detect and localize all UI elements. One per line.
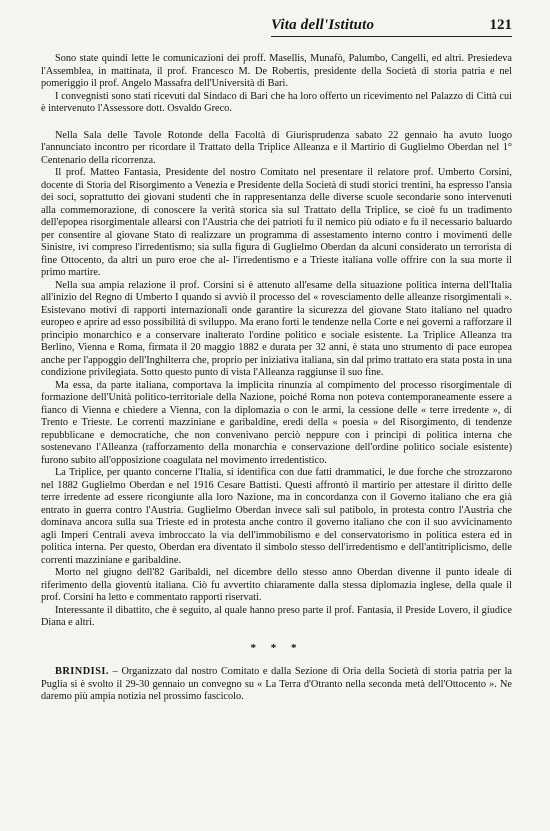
paragraph: Nella sua ampia relazione il prof. Corsini si è attenuto all'esame della situazione politica interna dell'Italia all'inizio del Regno di Umberto I quando si avviò il processo del « rovesciamento delle alleanze risorgimentali ». Esistevano motivi di rapporti internazionali onde garantire la sicurezza del giovane Stato italiano nel quadro europeo e aprire ad esso possibilità di sviluppo. Ma erano forti le tendenze nella Corte e nei governi a rafforzare il principio monarchico e a conservare inalterato l'ordine politico e sociale esistente. La Triplice Alleanza tra Berlino, Vienna e Roma, firmata il 20 maggio 1882 e durata per 32 anni, è stata uno strumento di pace europea anche per l'appoggio dell'Inghilterra che, proprio per iniziativa italiana, sin dal primo trattato era stata posta in una condizione privilegiata. Sotto questo punto di vista l'Alleanza raggiunse il suo fine. [41,279,512,378]
page-number: 121 [489,17,512,33]
article-body [41,53,512,704]
paragraph: Il prof. Matteo Fantasia, Presidente del nostro Comitato nel presentare il relatore prof. Umberto Corsini, docente di Storia del Risorgimento a Venezia e Presidente della Società di studi storici trentini, ha espresso l'ansia dei soci, soprattutto dei giovani studenti che in rappresentanza delle diverse scuole secondarie sono intervenuti alla commemorazione, di conoscere la verità storica sia sul Trattato della Triplice, se cioè fu un tradimento dell'epopea risorgimentale allearsi con l'Austria che dei patrioti fu il nemico più odiato e fu il necessario baluardo per consentire al giovane Stato di realizzare un programma di assestamento interno contro i movimenti delle Sinistre, ivi compreso l'irredentismo; sia sulla figura di Guglielmo Oberdan da alcuni considerato un terrorista di fine Ottocento, da altri un puro eroe che al- l'irredentismo e a Trieste italiana volle offrire con la sua morte il primo martire. [41,167,512,278]
paragraph: Interessante il dibattito, che è seguito, al quale hanno preso parte il prof. Fantasia, il Preside Lovero, il giudice Diana e altri. [41,604,512,628]
section-separator: * * * [250,641,303,654]
paragraph: Sono state quindi lette le comunicazioni dei proff. Masellis, Munafò, Palumbo, Cangelli, ed altri. Presiedeva l'Assemblea, in mattinata, il prof. Francesco M. De Robertis, presidente della Società di storia patria e nel pomeriggio il prof. Angelo Massafra dell'Università di Bari. [41,53,512,89]
running-title: Vita dell'Istituto [271,17,375,33]
place-name: BRINDISI. [55,666,109,677]
running-header [271,0,512,37]
paragraph: Nella Sala delle Tavole Rotonde della Facoltà di Giurisprudenza sabato 22 gennaio ha avuto luogo l'annunciato incontro per ricordare il Trattato della Triplice Alleanza e il Martirio di Guglielmo Oberdan nel 1° Centenario della ricorrenza. [41,129,512,166]
brindisi-paragraph [41,666,512,704]
brindisi-text: – Organizzato dal nostro Comitato e dalla Sezione di Oria della Società di storia patria per la Puglia si è svolto il 29-30 gennaio un convegno su « La Terra d'Otranto nella seconda metà dell'Ottocento ». Ne daremo più ampia notizia nel prossimo fascicolo. [41,666,512,702]
paragraph: Morto nel giugno dell'82 Garibaldi, nel dicembre dello stesso anno Oberdan divenne il punto ideale di riferimento della gioventù italiana. Ciò fu avvertito chiaramente dalla stessa diplomazia inglese, della quale il prof. Corsini ha letto e commentato rapporti riservati. [41,567,512,603]
paragraph: Ma essa, da parte italiana, comportava la implicita rinunzia al compimento del processo risorgimentale di formazione dell'Unità politico-territoriale della Nazione, poiché Roma non poteva contemporaneamente essere a fianco di Vienna e chiedere a Vienna, con la diplomazia o con le armi, la cessione delle « terre irredente », di Trento e Trieste. Le correnti mazziniane e garibaldine, eredi della « poesia » del Risorgimento, di tendenze repubblicane e democratiche, che non convenivano perciò neppure con i principi di politica interna che sostenevano l'Alleanza (rafforzamento della monarchia e conservazione dell'ordine politico sociale esistente) furono subito all'opposizione coagulata nel movimento irredentistico. [41,379,512,466]
paragraph: I convegnisti sono stati ricevuti dal Sindaco di Bari che ha loro offerto un ricevimento nel Palazzo di Città cui è intervenuto l'Assessore dott. Osvaldo Greco. [41,90,512,114]
paragraph: La Triplice, per quanto concerne l'Italia, si identifica con due fatti drammatici, le due forche che strozzarono nel 1882 Guglielmo Oberdan e nel 1916 Cesare Battisti. Questi affrontò il martirio per attestare il diritto delle terre irredente ad essere ricongiunte alla loro Nazione, ma in concordanza con il Governo italiano che era già entrato in guerra contro l'Austria. Guglielmo Oberdan invece salì sul patibolo, in protesta contro l'Austria che dominava ancora sulla sua Trieste ed in protesta anche contro il governo italiano che con il suo avvicinamento agli Imperi Centrali aveva imbroccato la via dell'immobilismo e del conservatorismo in politica estera ed in politica interna. Per questo, Oberdan era diventato il simbolo stesso dell'irredentismo e dell'antitriplicismo, delle correnti mazziniane e garibaldine. [41,467,512,566]
